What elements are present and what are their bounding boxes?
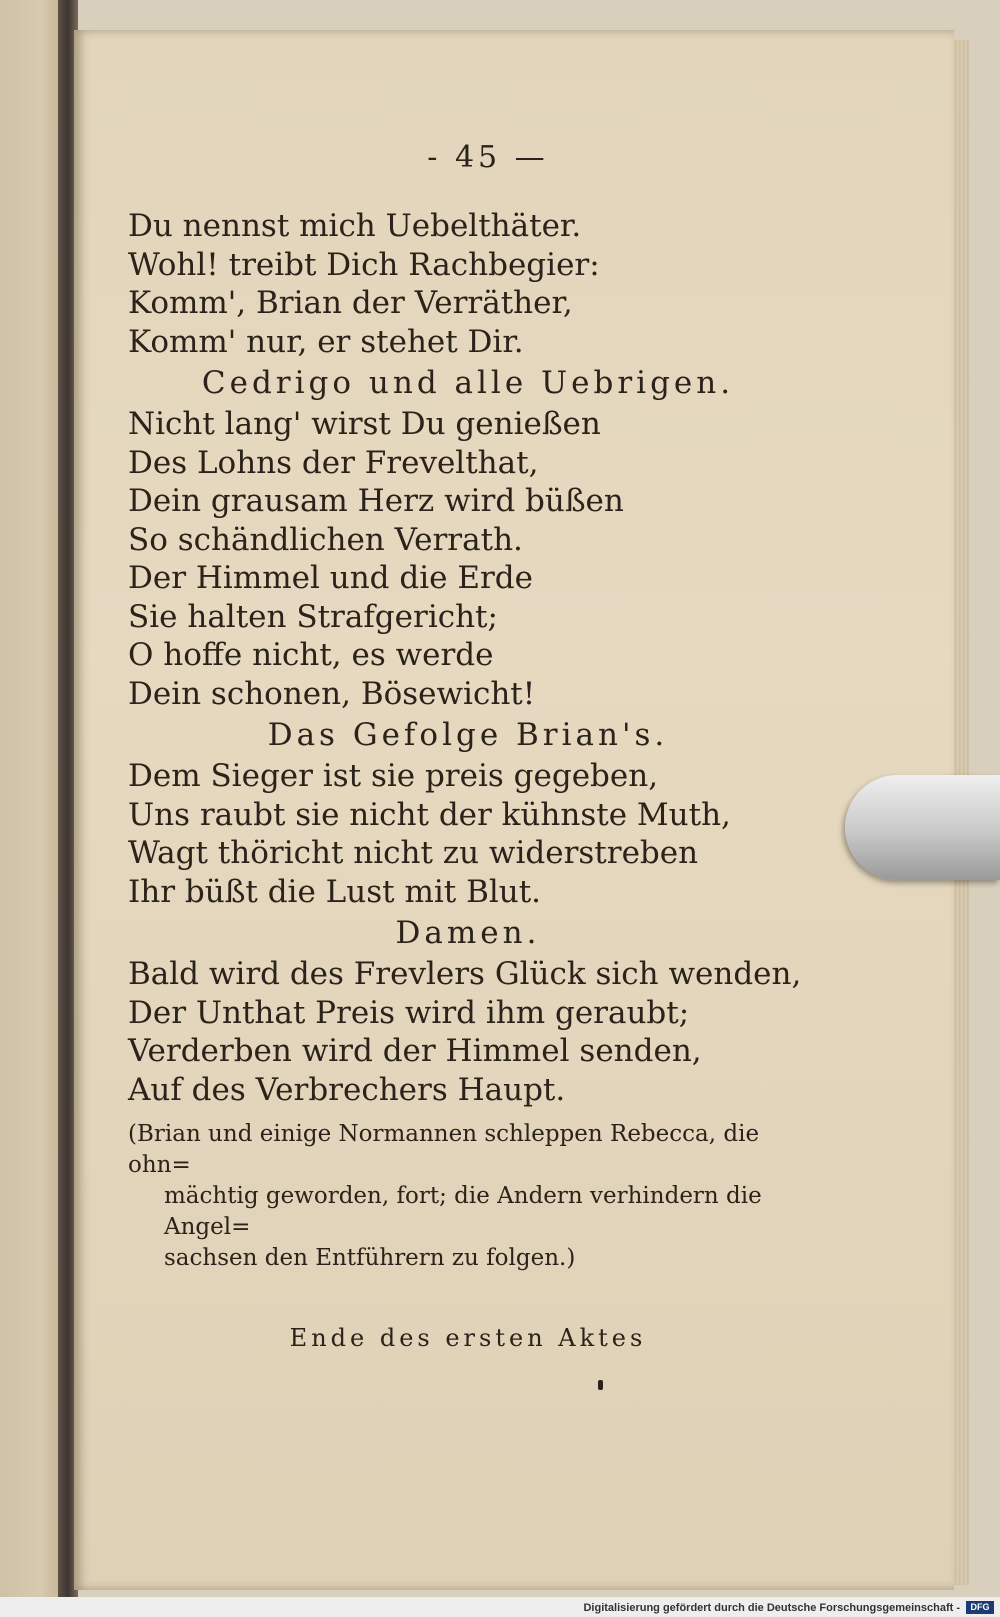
verse-line: Der Himmel und die Erde bbox=[128, 560, 533, 596]
verse-line: Sie halten Strafgericht; bbox=[128, 598, 498, 635]
end-of-act: Ende des ersten Aktes bbox=[289, 1324, 647, 1352]
verse-line: Du nennst mich Uebelthäter. bbox=[128, 208, 582, 244]
verse-line: Ihr büßt die Lust mit Blut. bbox=[128, 873, 542, 910]
speaker-heading: Cedrigo und alle Uebrigen. bbox=[201, 365, 735, 401]
stage-direction-line: (Brian und einige Normannen schleppen Rebecca, die ohn= bbox=[128, 1121, 760, 1178]
verse-line: So schändlichen Verrath. bbox=[128, 521, 523, 558]
stage-direction-line: sachsen den Entführern zu folgen.) bbox=[164, 1245, 576, 1271]
speaker-heading: Das Gefolge Brian's. bbox=[267, 717, 669, 753]
verse-line: Komm', Brian der Verräther, bbox=[128, 285, 573, 321]
stanza-3 bbox=[128, 757, 808, 911]
verse-line: Der Unthat Preis wird ihm geraubt; bbox=[128, 994, 690, 1031]
verse-line: Auf des Verbrechers Haupt. bbox=[128, 1071, 566, 1108]
stanza-1 bbox=[128, 207, 808, 361]
verse-line: Wohl! treibt Dich Rachbegier: bbox=[128, 246, 600, 283]
stage-direction-line: mächtig geworden, fort; die Andern verhindern die Angel= bbox=[164, 1183, 762, 1240]
verse-line: Wagt thöricht nicht zu widerstreben bbox=[128, 835, 699, 871]
verse-line: Nicht lang' wirst Du genießen bbox=[128, 406, 601, 442]
page-text bbox=[128, 140, 808, 1352]
verse-line: Bald wird des Frevlers Glück sich wenden, bbox=[128, 956, 802, 992]
stanza-4 bbox=[128, 955, 808, 1109]
verse-line: Verderben wird der Himmel senden, bbox=[128, 1033, 702, 1069]
verse-line: Uns raubt sie nicht der kühnste Muth, bbox=[128, 796, 731, 833]
verse-line: Des Lohns der Frevelthat, bbox=[128, 444, 539, 481]
page-number: - 45 — bbox=[427, 140, 549, 175]
stanza-2 bbox=[128, 405, 808, 713]
stage-direction bbox=[128, 1119, 808, 1274]
footer-credit: Digitalisierung gefördert durch die Deutsche Forschungsgemeinschaft - bbox=[583, 1602, 960, 1614]
verse-line: Komm' nur, er stehet Dir. bbox=[128, 323, 524, 360]
verse-line: Dem Sieger ist sie preis gegeben, bbox=[128, 758, 659, 794]
speaker-heading: Damen. bbox=[395, 915, 541, 951]
verse-line: Dein grausam Herz wird büßen bbox=[128, 483, 624, 519]
verse-line: Dein schonen, Bösewicht! bbox=[128, 675, 536, 712]
ink-mark bbox=[598, 1380, 603, 1390]
verse-line: O hoffe nicht, es werde bbox=[128, 637, 494, 673]
page-holder-clip bbox=[845, 775, 1000, 880]
dfg-logo-icon: DFG bbox=[966, 1601, 994, 1614]
